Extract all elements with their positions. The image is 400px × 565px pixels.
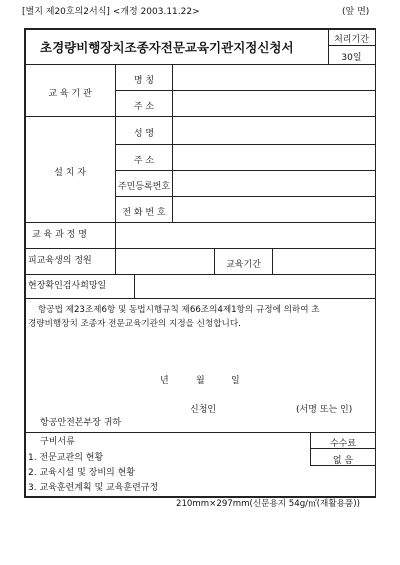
institution-address-field[interactable] [173, 91, 374, 116]
fee-label: 수수료 [329, 439, 357, 449]
date-month: 월 [196, 376, 205, 386]
period-field[interactable] [273, 249, 374, 274]
form-title: 초경량비행장치조종자전문교육기관지정신청서 [40, 40, 294, 55]
institution-name-field[interactable] [173, 65, 374, 90]
paper-spec: 210mm×297mm(신문용지 54g/㎡(재활용품)) [176, 499, 360, 509]
required-doc-1: 1. 전문교관의 현황 [28, 453, 104, 463]
inspection-date-field[interactable] [135, 275, 374, 298]
recipient: 항공안전본부장 귀하 [40, 418, 122, 428]
inspection-date-label: 현장확인검사희망일 [28, 281, 107, 291]
founder-phone-label: 전 화 번 호 [122, 208, 166, 218]
date-year: 년 [160, 376, 169, 386]
founder-address-label: 주 소 [133, 156, 155, 166]
period-label: 교육기간 [226, 260, 261, 270]
capacity-label: 피교육생의 정원 [28, 256, 92, 266]
applicant-label: 신청인 [190, 405, 217, 415]
fee-value: 없 음 [332, 456, 354, 466]
applicant-sign: (서명 또는 인) [296, 405, 353, 415]
founder-rrn-field[interactable] [173, 171, 374, 196]
capacity-field[interactable] [116, 249, 214, 274]
institution-address-label: 주 소 [133, 102, 155, 112]
form-number: [별지 제20호의2서식] <개정 2003.11.22> [22, 7, 200, 17]
statement-line-2: 경량비행장치 조종자 전문교육기관의 지정을 신청합니다. [28, 319, 241, 329]
founder-rrn-label: 주민등록번호 [117, 182, 171, 192]
founder-label: 설 치 자 [54, 168, 86, 178]
processing-period-label: 처리기간 [334, 35, 369, 45]
processing-period-value: 30일 [341, 53, 362, 63]
page-side: (앞 면) [342, 7, 370, 17]
required-docs-title: 구비서류 [40, 437, 75, 447]
founder-address-field[interactable] [173, 145, 374, 170]
course-name-label: 교 육 과 정 명 [32, 230, 87, 240]
founder-phone-field[interactable] [173, 197, 374, 222]
statement-line-1: 항공법 제23조제6항 및 동법시행규칙 제66조의4제1항의 규정에 의하여 초 [38, 305, 320, 315]
founder-name-label: 성 명 [133, 129, 155, 139]
required-doc-3: 3. 교육훈련계획 및 교육훈련규정 [28, 483, 159, 493]
institution-label: 교 육 기 관 [48, 89, 92, 99]
course-name-field[interactable] [116, 223, 374, 248]
institution-name-label: 명 칭 [133, 76, 155, 86]
required-doc-2: 2. 교육시설 및 장비의 현황 [28, 468, 135, 478]
date-day: 일 [231, 376, 240, 386]
founder-name-field[interactable] [173, 117, 374, 144]
